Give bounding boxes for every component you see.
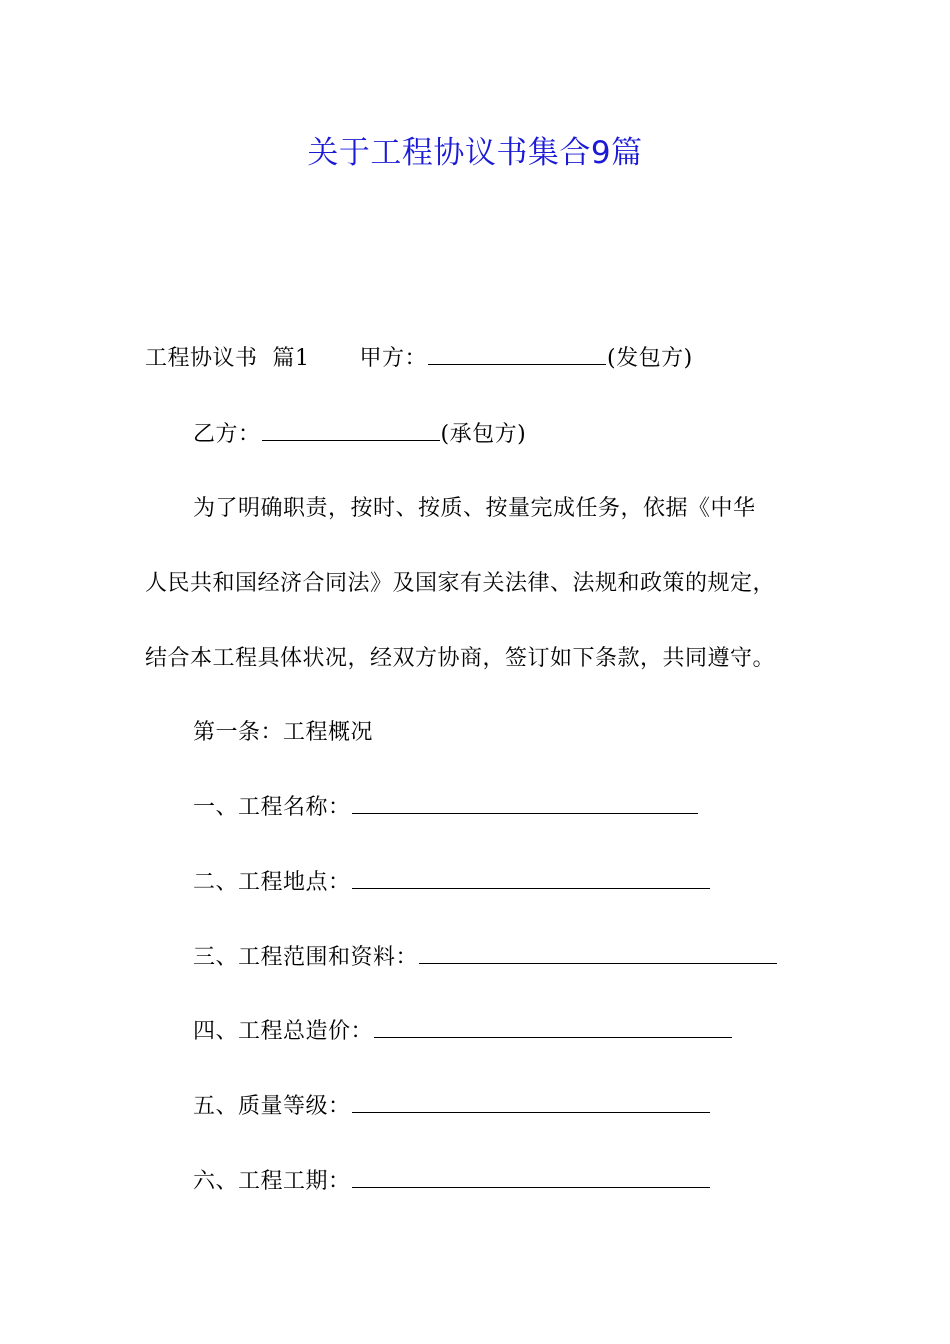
article-1-heading: 第一条：工程概况 [193,720,374,745]
item-project-location [193,868,883,898]
item-project-duration [193,1167,883,1197]
item-blank [374,1017,732,1038]
paragraph-line-3: 结合本工程具体状况，经双方协商，签订如下条款，共同遵守。 [145,646,776,671]
party-b-blank [262,420,440,441]
party-b-role: (承包方) [440,422,527,447]
item-label: 二、工程地点： [193,870,351,895]
party-b-line [193,420,883,450]
item-blank [352,868,710,889]
item-blank [352,1092,710,1113]
party-a-blank [428,344,606,365]
item-label: 六、工程工期： [193,1169,351,1194]
item-blank [419,943,777,964]
item-label: 三、工程范围和资料： [193,945,419,970]
item-label: 四、工程总造价： [193,1019,374,1044]
item-blank [352,1167,710,1188]
item-quality-grade [193,1092,883,1122]
section-label: 工程协议书 篇1 [145,346,310,371]
party-b-label: 乙方： [193,422,261,447]
item-label: 一、工程名称： [193,795,351,820]
party-a-role: (发包方) [607,346,693,371]
paragraph-line-2: 人民共和国经济合同法》及国家有关法律、法规和政策的规定， [145,571,776,596]
item-blank [352,793,698,814]
item-label: 五、质量等级： [193,1094,351,1119]
heading-line [145,344,835,374]
item-project-name [193,793,883,823]
item-project-scope [193,943,883,973]
item-total-cost [193,1017,883,1047]
paragraph-line-1: 为了明确职责，按时、按质、按量完成任务，依据《中华 [193,496,756,521]
document-title: 关于工程协议书集合9篇 [307,135,643,171]
party-a-label: 甲方： [359,346,427,371]
